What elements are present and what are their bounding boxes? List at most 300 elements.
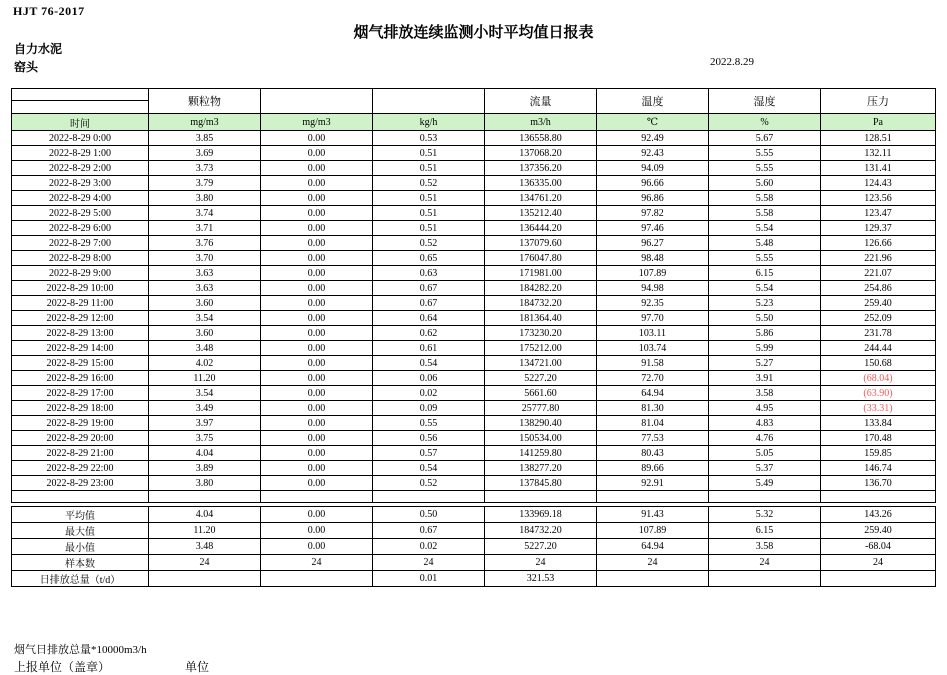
value-cell: 0.54 <box>373 461 485 476</box>
value-cell: 5.27 <box>709 356 821 371</box>
value-cell: 0.52 <box>373 476 485 491</box>
value-cell: 134761.20 <box>485 191 597 206</box>
summary-label-cell: 日排放总量（t/d） <box>12 571 149 587</box>
value-cell: 0.00 <box>261 131 373 146</box>
table-row <box>12 131 936 146</box>
value-cell: 92.91 <box>597 476 709 491</box>
value-cell: 5.37 <box>709 461 821 476</box>
value-cell: 171981.00 <box>485 266 597 281</box>
empty-cell <box>709 491 821 503</box>
header-time-split-top <box>12 89 149 101</box>
header-unit-cell: Pa <box>821 114 936 131</box>
summary-value-cell: 24 <box>261 555 373 571</box>
value-cell: 0.00 <box>261 431 373 446</box>
value-cell: (33.31) <box>821 401 936 416</box>
value-cell: 3.73 <box>149 161 261 176</box>
header-group-cell: 流量 <box>485 89 597 114</box>
summary-value-cell: 3.58 <box>709 539 821 555</box>
table-row <box>12 386 936 401</box>
value-cell: 252.09 <box>821 311 936 326</box>
value-cell: 146.74 <box>821 461 936 476</box>
value-cell: 0.00 <box>261 326 373 341</box>
summary-value-cell: 6.15 <box>709 523 821 539</box>
value-cell: 128.51 <box>821 131 936 146</box>
value-cell: 5.55 <box>709 146 821 161</box>
table-row <box>12 161 936 176</box>
value-cell: 0.67 <box>373 296 485 311</box>
summary-value-cell: 24 <box>485 555 597 571</box>
header-group-row <box>12 89 936 101</box>
summary-value-cell: 0.00 <box>261 507 373 523</box>
value-cell: 0.55 <box>373 416 485 431</box>
table-row <box>12 461 936 476</box>
summary-value-cell: 5.32 <box>709 507 821 523</box>
header-group-cell <box>261 89 373 114</box>
value-cell: 92.35 <box>597 296 709 311</box>
value-cell: 3.58 <box>709 386 821 401</box>
row-time-cell: 2022-8-29 19:00 <box>12 416 149 431</box>
summary-row <box>12 523 936 539</box>
value-cell: 137068.20 <box>485 146 597 161</box>
value-cell: 176047.80 <box>485 251 597 266</box>
empty-cell <box>12 491 149 503</box>
value-cell: 96.27 <box>597 236 709 251</box>
value-cell: 159.85 <box>821 446 936 461</box>
row-time-cell: 2022-8-29 0:00 <box>12 131 149 146</box>
empty-cell <box>821 491 936 503</box>
summary-value-cell: 0.00 <box>261 523 373 539</box>
value-cell: 5.54 <box>709 281 821 296</box>
value-cell: 103.11 <box>597 326 709 341</box>
value-cell: 0.00 <box>261 311 373 326</box>
value-cell: 150.68 <box>821 356 936 371</box>
value-cell: 0.53 <box>373 131 485 146</box>
summary-row <box>12 555 936 571</box>
table-row <box>12 191 936 206</box>
value-cell: 5.54 <box>709 221 821 236</box>
value-cell: 0.06 <box>373 371 485 386</box>
header-units-row <box>12 114 936 131</box>
value-cell: 254.86 <box>821 281 936 296</box>
value-cell: 0.65 <box>373 251 485 266</box>
table-row <box>12 176 936 191</box>
location-label: 窑头 <box>14 60 39 74</box>
value-cell: 80.43 <box>597 446 709 461</box>
value-cell: 0.56 <box>373 431 485 446</box>
value-cell: 133.84 <box>821 416 936 431</box>
summary-value-cell: 24 <box>373 555 485 571</box>
summary-value-cell <box>821 571 936 587</box>
row-time-cell: 2022-8-29 15:00 <box>12 356 149 371</box>
summary-value-cell: 0.50 <box>373 507 485 523</box>
value-cell: 175212.00 <box>485 341 597 356</box>
value-cell: 3.91 <box>709 371 821 386</box>
summary-value-cell: 5227.20 <box>485 539 597 555</box>
table-row <box>12 401 936 416</box>
summary-label-cell: 最小值 <box>12 539 149 555</box>
empty-row <box>12 491 936 503</box>
empty-cell <box>261 491 373 503</box>
header-group-cell: 压力 <box>821 89 936 114</box>
value-cell: 0.00 <box>261 461 373 476</box>
value-cell: 81.04 <box>597 416 709 431</box>
table-row <box>12 281 936 296</box>
value-cell: 0.00 <box>261 476 373 491</box>
value-cell: 136.70 <box>821 476 936 491</box>
summary-value-cell: 0.67 <box>373 523 485 539</box>
value-cell: 5.55 <box>709 161 821 176</box>
table-row <box>12 371 936 386</box>
value-cell: 0.00 <box>261 371 373 386</box>
summary-value-cell <box>149 571 261 587</box>
row-time-cell: 2022-8-29 20:00 <box>12 431 149 446</box>
value-cell: 6.15 <box>709 266 821 281</box>
value-cell: 0.61 <box>373 341 485 356</box>
value-cell: 0.00 <box>261 206 373 221</box>
value-cell: 129.37 <box>821 221 936 236</box>
row-time-cell: 2022-8-29 3:00 <box>12 176 149 191</box>
page-title: 烟气排放连续监测小时平均值日报表 <box>353 25 594 41</box>
row-time-cell: 2022-8-29 8:00 <box>12 251 149 266</box>
value-cell: 0.00 <box>261 386 373 401</box>
value-cell: 0.00 <box>261 356 373 371</box>
value-cell: 3.63 <box>149 266 261 281</box>
row-time-cell: 2022-8-29 7:00 <box>12 236 149 251</box>
value-cell: 0.00 <box>261 281 373 296</box>
header-time-label: 时间 <box>12 114 149 131</box>
value-cell: 0.67 <box>373 281 485 296</box>
value-cell: 3.60 <box>149 326 261 341</box>
value-cell: 11.20 <box>149 371 261 386</box>
value-cell: 0.52 <box>373 236 485 251</box>
summary-value-cell <box>709 571 821 587</box>
value-cell: 135212.40 <box>485 206 597 221</box>
value-cell: 0.63 <box>373 266 485 281</box>
value-cell: 97.46 <box>597 221 709 236</box>
value-cell: 4.95 <box>709 401 821 416</box>
row-time-cell: 2022-8-29 14:00 <box>12 341 149 356</box>
value-cell: 126.66 <box>821 236 936 251</box>
table-body <box>12 131 936 587</box>
value-cell: 72.70 <box>597 371 709 386</box>
value-cell: 5.48 <box>709 236 821 251</box>
value-cell: 137845.80 <box>485 476 597 491</box>
value-cell: 77.53 <box>597 431 709 446</box>
value-cell: 3.79 <box>149 176 261 191</box>
value-cell: 3.80 <box>149 476 261 491</box>
row-time-cell: 2022-8-29 22:00 <box>12 461 149 476</box>
value-cell: 3.71 <box>149 221 261 236</box>
summary-row <box>12 571 936 587</box>
value-cell: 221.07 <box>821 266 936 281</box>
value-cell: 3.85 <box>149 131 261 146</box>
value-cell: 3.76 <box>149 236 261 251</box>
row-time-cell: 2022-8-29 18:00 <box>12 401 149 416</box>
report-unit-label: 上报单位（盖章） <box>14 660 111 674</box>
value-cell: 138277.20 <box>485 461 597 476</box>
table-row <box>12 221 936 236</box>
value-cell: 181364.40 <box>485 311 597 326</box>
summary-label-cell: 最大值 <box>12 523 149 539</box>
summary-value-cell: 64.94 <box>597 539 709 555</box>
value-cell: 0.52 <box>373 176 485 191</box>
report-date: 2022.8.29 <box>710 56 754 68</box>
summary-value-cell: 0.02 <box>373 539 485 555</box>
summary-value-cell: 24 <box>597 555 709 571</box>
value-cell: 98.48 <box>597 251 709 266</box>
value-cell: 5.49 <box>709 476 821 491</box>
value-cell: 3.74 <box>149 206 261 221</box>
value-cell: 0.00 <box>261 416 373 431</box>
value-cell: 0.00 <box>261 251 373 266</box>
value-cell: 25777.80 <box>485 401 597 416</box>
value-cell: 0.54 <box>373 356 485 371</box>
value-cell: 132.11 <box>821 146 936 161</box>
value-cell: 123.47 <box>821 206 936 221</box>
value-cell: 3.75 <box>149 431 261 446</box>
summary-value-cell: 321.53 <box>485 571 597 587</box>
value-cell: (68.04) <box>821 371 936 386</box>
value-cell: 0.00 <box>261 236 373 251</box>
table-row <box>12 416 936 431</box>
header-unit-cell: m3/h <box>485 114 597 131</box>
table-row <box>12 356 936 371</box>
value-cell: 3.97 <box>149 416 261 431</box>
value-cell: 5.58 <box>709 191 821 206</box>
header-unit-cell: kg/h <box>373 114 485 131</box>
value-cell: 137079.60 <box>485 236 597 251</box>
value-cell: 5227.20 <box>485 371 597 386</box>
summary-value-cell: 3.48 <box>149 539 261 555</box>
summary-value-cell: 0.01 <box>373 571 485 587</box>
value-cell: 3.69 <box>149 146 261 161</box>
header-group-cell: 湿度 <box>709 89 821 114</box>
value-cell: (63.90) <box>821 386 936 401</box>
monitoring-report-table <box>11 88 936 587</box>
table-row <box>12 266 936 281</box>
value-cell: 0.00 <box>261 176 373 191</box>
summary-value-cell: 91.43 <box>597 507 709 523</box>
value-cell: 231.78 <box>821 326 936 341</box>
value-cell: 89.66 <box>597 461 709 476</box>
value-cell: 0.64 <box>373 311 485 326</box>
row-time-cell: 2022-8-29 2:00 <box>12 161 149 176</box>
empty-cell <box>597 491 709 503</box>
value-cell: 3.89 <box>149 461 261 476</box>
value-cell: 94.09 <box>597 161 709 176</box>
value-cell: 131.41 <box>821 161 936 176</box>
value-cell: 5.23 <box>709 296 821 311</box>
value-cell: 3.80 <box>149 191 261 206</box>
value-cell: 138290.40 <box>485 416 597 431</box>
value-cell: 107.89 <box>597 266 709 281</box>
summary-value-cell: 11.20 <box>149 523 261 539</box>
row-time-cell: 2022-8-29 9:00 <box>12 266 149 281</box>
row-time-cell: 2022-8-29 21:00 <box>12 446 149 461</box>
value-cell: 221.96 <box>821 251 936 266</box>
value-cell: 0.00 <box>261 266 373 281</box>
header-group-cell: 颗粒物 <box>149 89 261 114</box>
value-cell: 4.76 <box>709 431 821 446</box>
value-cell: 259.40 <box>821 296 936 311</box>
standard-code: HJT 76-2017 <box>13 4 85 18</box>
value-cell: 3.54 <box>149 311 261 326</box>
value-cell: 5661.60 <box>485 386 597 401</box>
value-cell: 184732.20 <box>485 296 597 311</box>
value-cell: 92.49 <box>597 131 709 146</box>
value-cell: 92.43 <box>597 146 709 161</box>
value-cell: 94.98 <box>597 281 709 296</box>
summary-value-cell: 0.00 <box>261 539 373 555</box>
table-row <box>12 251 936 266</box>
value-cell: 0.51 <box>373 161 485 176</box>
value-cell: 5.05 <box>709 446 821 461</box>
header-group-cell: 温度 <box>597 89 709 114</box>
value-cell: 0.00 <box>261 191 373 206</box>
value-cell: 4.04 <box>149 446 261 461</box>
table-row <box>12 296 936 311</box>
value-cell: 136335.00 <box>485 176 597 191</box>
value-cell: 96.86 <box>597 191 709 206</box>
value-cell: 0.00 <box>261 161 373 176</box>
empty-cell <box>149 491 261 503</box>
table-row <box>12 146 936 161</box>
value-cell: 5.55 <box>709 251 821 266</box>
value-cell: 5.86 <box>709 326 821 341</box>
table-row <box>12 326 936 341</box>
value-cell: 64.94 <box>597 386 709 401</box>
header-unit-cell: ℃ <box>597 114 709 131</box>
header-unit-cell: % <box>709 114 821 131</box>
value-cell: 136444.20 <box>485 221 597 236</box>
value-cell: 0.00 <box>261 296 373 311</box>
row-time-cell: 2022-8-29 6:00 <box>12 221 149 236</box>
row-time-cell: 2022-8-29 23:00 <box>12 476 149 491</box>
summary-value-cell: 24 <box>821 555 936 571</box>
value-cell: 81.30 <box>597 401 709 416</box>
value-cell: 0.09 <box>373 401 485 416</box>
value-cell: 0.00 <box>261 146 373 161</box>
value-cell: 244.44 <box>821 341 936 356</box>
value-cell: 170.48 <box>821 431 936 446</box>
summary-value-cell: 24 <box>149 555 261 571</box>
value-cell: 0.51 <box>373 206 485 221</box>
summary-row <box>12 539 936 555</box>
footnote-flow-scale: 烟气日排放总量*10000m3/h <box>14 644 147 656</box>
value-cell: 0.51 <box>373 191 485 206</box>
value-cell: 3.60 <box>149 296 261 311</box>
value-cell: 91.58 <box>597 356 709 371</box>
table-row <box>12 311 936 326</box>
value-cell: 0.00 <box>261 446 373 461</box>
header-group-cell <box>373 89 485 114</box>
row-time-cell: 2022-8-29 16:00 <box>12 371 149 386</box>
summary-value-cell: -68.04 <box>821 539 936 555</box>
row-time-cell: 2022-8-29 4:00 <box>12 191 149 206</box>
value-cell: 3.48 <box>149 341 261 356</box>
value-cell: 3.63 <box>149 281 261 296</box>
value-cell: 4.83 <box>709 416 821 431</box>
value-cell: 103.74 <box>597 341 709 356</box>
value-cell: 5.60 <box>709 176 821 191</box>
header-time-split-bottom <box>12 101 149 114</box>
unit-label: 单位 <box>185 660 210 674</box>
row-time-cell: 2022-8-29 5:00 <box>12 206 149 221</box>
row-time-cell: 2022-8-29 13:00 <box>12 326 149 341</box>
summary-value-cell: 133969.18 <box>485 507 597 523</box>
table-header <box>12 89 936 131</box>
value-cell: 5.67 <box>709 131 821 146</box>
value-cell: 3.70 <box>149 251 261 266</box>
value-cell: 124.43 <box>821 176 936 191</box>
summary-value-cell: 143.26 <box>821 507 936 523</box>
value-cell: 5.50 <box>709 311 821 326</box>
table-row <box>12 236 936 251</box>
table-row <box>12 476 936 491</box>
summary-label-cell: 样本数 <box>12 555 149 571</box>
table-row <box>12 431 936 446</box>
row-time-cell: 2022-8-29 1:00 <box>12 146 149 161</box>
summary-value-cell: 259.40 <box>821 523 936 539</box>
summary-value-cell: 184732.20 <box>485 523 597 539</box>
row-time-cell: 2022-8-29 12:00 <box>12 311 149 326</box>
summary-value-cell <box>261 571 373 587</box>
empty-cell <box>485 491 597 503</box>
table-row <box>12 446 936 461</box>
header-unit-cell: mg/m3 <box>261 114 373 131</box>
value-cell: 0.51 <box>373 221 485 236</box>
value-cell: 3.54 <box>149 386 261 401</box>
value-cell: 0.00 <box>261 401 373 416</box>
value-cell: 136558.80 <box>485 131 597 146</box>
summary-value-cell: 107.89 <box>597 523 709 539</box>
value-cell: 4.02 <box>149 356 261 371</box>
summary-label-cell: 平均值 <box>12 507 149 523</box>
value-cell: 184282.20 <box>485 281 597 296</box>
value-cell: 0.00 <box>261 221 373 236</box>
summary-row <box>12 507 936 523</box>
value-cell: 3.49 <box>149 401 261 416</box>
row-time-cell: 2022-8-29 10:00 <box>12 281 149 296</box>
row-time-cell: 2022-8-29 17:00 <box>12 386 149 401</box>
value-cell: 0.51 <box>373 146 485 161</box>
value-cell: 0.02 <box>373 386 485 401</box>
value-cell: 0.57 <box>373 446 485 461</box>
value-cell: 150534.00 <box>485 431 597 446</box>
summary-value-cell: 4.04 <box>149 507 261 523</box>
value-cell: 123.56 <box>821 191 936 206</box>
value-cell: 137356.20 <box>485 161 597 176</box>
value-cell: 173230.20 <box>485 326 597 341</box>
value-cell: 5.58 <box>709 206 821 221</box>
empty-cell <box>373 491 485 503</box>
value-cell: 141259.80 <box>485 446 597 461</box>
row-time-cell: 2022-8-29 11:00 <box>12 296 149 311</box>
summary-value-cell <box>597 571 709 587</box>
company-name: 自力水泥 <box>14 42 63 56</box>
header-unit-cell: mg/m3 <box>149 114 261 131</box>
table-row <box>12 206 936 221</box>
value-cell: 5.99 <box>709 341 821 356</box>
value-cell: 0.62 <box>373 326 485 341</box>
value-cell: 0.00 <box>261 341 373 356</box>
summary-value-cell: 24 <box>709 555 821 571</box>
table-row <box>12 341 936 356</box>
value-cell: 134721.00 <box>485 356 597 371</box>
value-cell: 97.70 <box>597 311 709 326</box>
value-cell: 96.66 <box>597 176 709 191</box>
value-cell: 97.82 <box>597 206 709 221</box>
